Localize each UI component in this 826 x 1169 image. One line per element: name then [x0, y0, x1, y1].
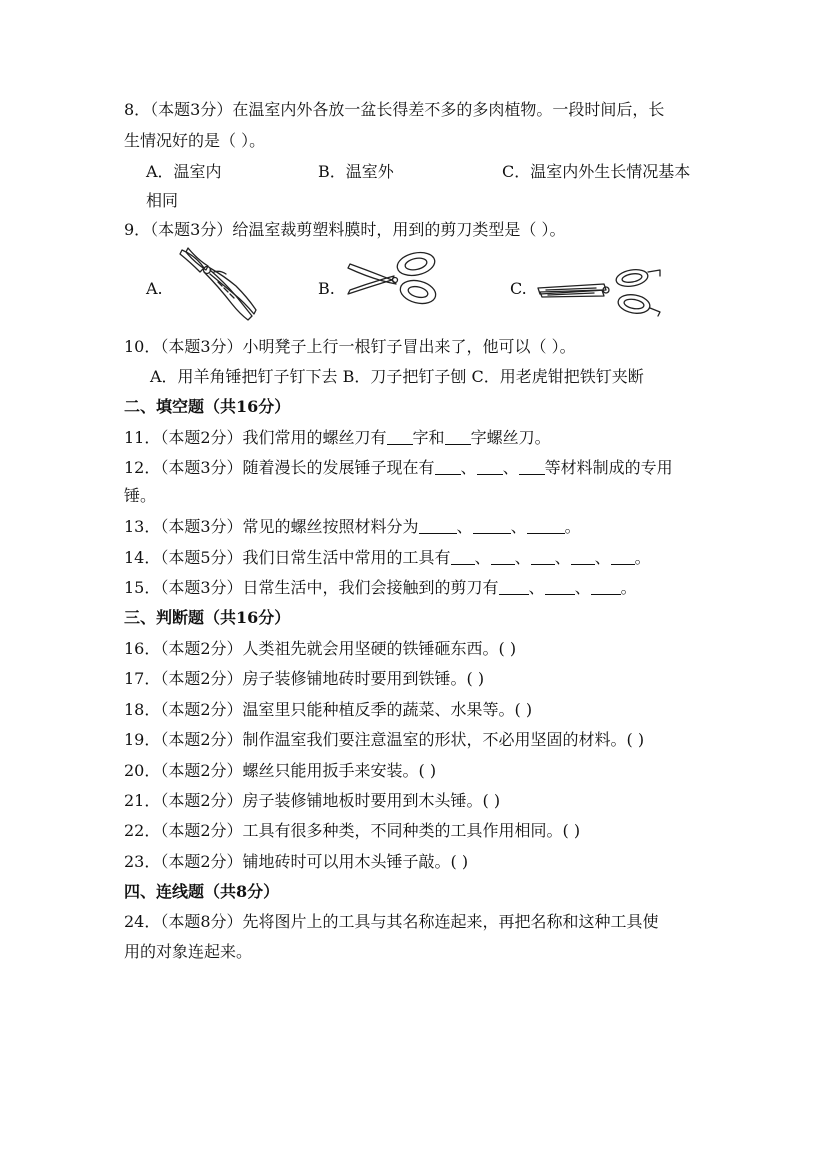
- q15-line: [124, 576, 637, 600]
- pruning-shears-icon: [174, 246, 260, 322]
- q12-sep-2: 、: [502, 458, 519, 477]
- section-matching-title: 四、连线题（共8分）: [124, 882, 280, 901]
- q14-sep-4: 、: [594, 548, 611, 567]
- q15-sep-2: 、: [574, 578, 591, 597]
- q14-sep-1: 、: [474, 548, 491, 567]
- section-judgment-title: 三、判断题（共16分）: [124, 608, 291, 627]
- q11-text-c: 字螺丝刀。: [470, 428, 551, 447]
- q24-line-2: 用的对象连起来。: [124, 942, 253, 961]
- q12-sep-1: 、: [460, 458, 477, 477]
- q21-line: 21．（本题2分）房子装修铺地板时要用到木头锤。( ): [124, 791, 501, 810]
- q12-blank-2[interactable]: [477, 458, 503, 475]
- q15-blank-2[interactable]: [545, 578, 575, 595]
- q13-blank-3[interactable]: [527, 517, 565, 534]
- q12-blank-3[interactable]: [519, 458, 545, 475]
- q14-sep-2: 、: [514, 548, 531, 567]
- q16-line: 16．（本题2分）人类祖先就会用坚硬的铁锤砸东西。( ): [124, 639, 517, 658]
- q8-line-1: 8．（本题3分）在温室内外各放一盆长得差不多的多肉植物。一段时间后，长: [124, 100, 665, 119]
- q15-end: 。: [620, 578, 637, 597]
- q12-line-continued: 锤。: [124, 486, 157, 505]
- q14-sep-3: 、: [554, 548, 571, 567]
- q10-options: A．用羊角锤把钉子钉下去 B．刀子把钉子刨 C．用老虎钳把铁钉夹断: [150, 367, 644, 386]
- q15-sep-1: 、: [528, 578, 545, 597]
- q11-blank-1[interactable]: [387, 428, 413, 445]
- q14-line: [124, 546, 651, 570]
- q13-sep-2: 、: [510, 517, 527, 536]
- q20-line: 20．（本题2分）螺丝只能用扳手来安装。( ): [124, 761, 437, 780]
- q12-line: [124, 456, 673, 480]
- q9-option-a: A.: [146, 279, 163, 298]
- q8-line-2: 生情况好的是（ ）。: [124, 131, 266, 150]
- q22-line: 22．（本题2分）工具有很多种类，不同种类的工具作用相同。( ): [124, 821, 581, 840]
- q14-blank-3[interactable]: [531, 548, 555, 565]
- q12-text-a: 12．（本题3分）随着漫长的发展锤子现在有: [124, 458, 435, 477]
- q11-text-a: 11．（本题2分）我们常用的螺丝刀有: [124, 428, 387, 447]
- q14-blank-2[interactable]: [491, 548, 515, 565]
- q14-blank-4[interactable]: [571, 548, 595, 565]
- q23-line: 23．（本题2分）铺地砖时可以用木头锤子敲。( ): [124, 852, 469, 871]
- q8-option-b: B．温室外: [318, 162, 394, 181]
- q18-line: 18．（本题2分）温室里只能种植反季的蔬菜、水果等。( ): [124, 700, 533, 719]
- scissors-icon: [346, 250, 442, 306]
- section-fill-in-title: 二、填空题（共16分）: [124, 397, 291, 416]
- q9-line: 9．（本题3分）给温室裁剪塑料膜时，用到的剪刀类型是（ ）。: [124, 220, 566, 239]
- q13-end: 。: [564, 517, 581, 536]
- q12-blank-1[interactable]: [435, 458, 461, 475]
- q12-text-b: 等材料制成的专用: [544, 458, 673, 477]
- q13-blank-2[interactable]: [473, 517, 511, 534]
- q13-line: [124, 515, 581, 539]
- q8-option-a: A．温室内: [146, 162, 222, 181]
- q14-blank-1[interactable]: [451, 548, 475, 565]
- q9-option-b: B.: [318, 279, 335, 298]
- q17-line: 17．（本题2分）房子装修铺地砖时要用到铁锤。( ): [124, 669, 485, 688]
- q15-text-a: 15．（本题3分）日常生活中，我们会接触到的剪刀有: [124, 578, 499, 597]
- q13-blank-1[interactable]: [419, 517, 457, 534]
- q14-text-a: 14．（本题5分）我们日常生活中常用的工具有: [124, 548, 451, 567]
- q15-blank-1[interactable]: [499, 578, 529, 595]
- q13-sep-1: 、: [456, 517, 473, 536]
- q9-option-c: C.: [510, 279, 527, 298]
- hair-scissors-icon: [536, 266, 666, 318]
- q11-text-b: 字和: [412, 428, 445, 447]
- q13-text-a: 13．（本题3分）常见的螺丝按照材料分为: [124, 517, 419, 536]
- q19-line: 19．（本题2分）制作温室我们要注意温室的形状，不必用坚固的材料。( ): [124, 730, 645, 749]
- q15-blank-3[interactable]: [591, 578, 621, 595]
- q8-option-c-continued: 相同: [146, 191, 179, 210]
- q10-line: 10．（本题3分）小明凳子上行一根钉子冒出来了，他可以（ ）。: [124, 337, 576, 356]
- q14-end: 。: [634, 548, 651, 567]
- q14-blank-5[interactable]: [611, 548, 635, 565]
- q11-line: [124, 426, 551, 450]
- q24-line-1: 24．（本题8分）先将图片上的工具与其名称连起来，再把名称和这种工具使: [124, 912, 659, 931]
- q8-option-c: C．温室内外生长情况基本: [502, 162, 691, 181]
- q11-blank-2[interactable]: [445, 428, 471, 445]
